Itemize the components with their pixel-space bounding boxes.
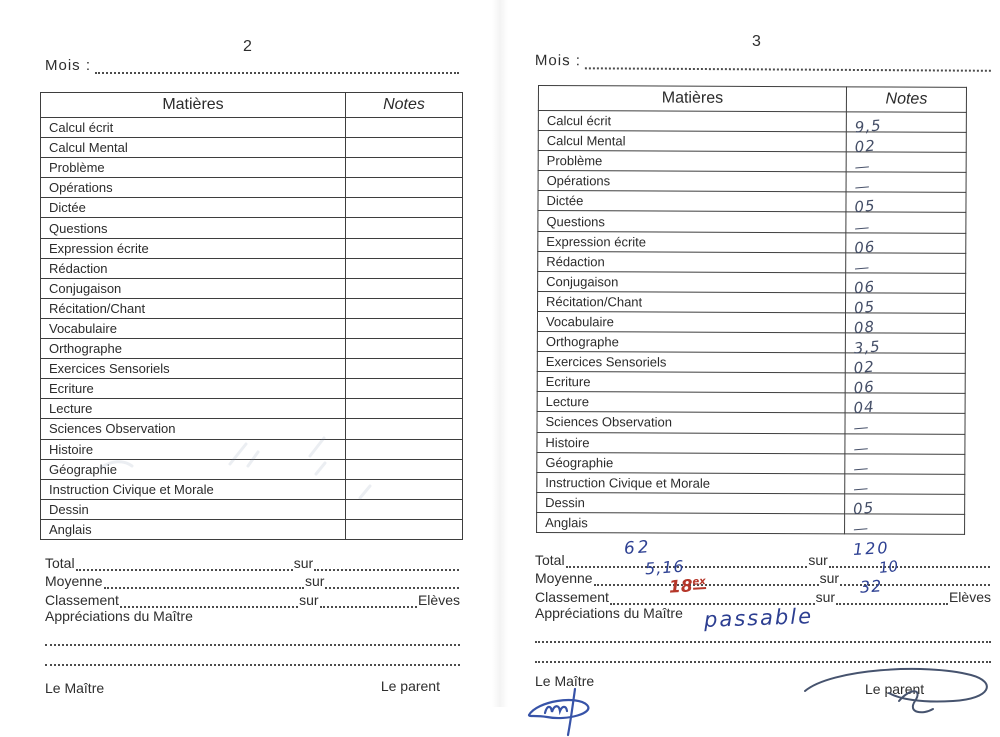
handwritten-note: —	[853, 177, 872, 197]
subject-label: Ecriture	[537, 372, 845, 393]
classement-rank: 18	[668, 575, 694, 598]
dotted-line	[45, 628, 460, 646]
sur-label: sur	[299, 591, 319, 608]
dotted-line	[45, 648, 460, 666]
total-line	[535, 536, 991, 568]
summary-block	[45, 552, 460, 718]
dotted-leader	[314, 557, 459, 571]
dotted-leader	[836, 575, 948, 605]
dotted-leader	[120, 594, 298, 608]
total-line	[45, 552, 460, 571]
parent-signature	[803, 659, 1000, 721]
report-page-2	[0, 0, 497, 707]
handwritten-note: —	[853, 257, 871, 277]
table-row	[41, 399, 463, 419]
table-row	[41, 318, 463, 338]
classement-suffix: ex	[692, 575, 707, 588]
subject-label: Anglais	[537, 512, 845, 533]
table-row	[41, 218, 463, 238]
note-cell	[346, 339, 463, 359]
note-cell	[346, 218, 463, 238]
classement-line	[45, 589, 460, 608]
note-cell	[346, 359, 463, 379]
note-cell	[346, 298, 463, 318]
report-page-3	[500, 0, 1000, 707]
subject-label: Récitation/Chant	[41, 298, 346, 318]
subject-label: Récitation/Chant	[538, 291, 846, 312]
parent-signature-label: Le parent	[380, 678, 440, 694]
table-row	[538, 231, 966, 253]
subject-label: Histoire	[537, 432, 845, 453]
total-label: Total	[45, 554, 75, 571]
handwritten-note: 05	[853, 197, 877, 217]
appreciations-label: Appréciations du Maître	[535, 604, 683, 621]
subject-label: Exercices Sensoriels	[537, 352, 845, 373]
subject-label: Géographie	[537, 452, 845, 473]
moyenne-line	[45, 571, 460, 590]
table-row	[41, 158, 463, 178]
page-number: 2	[243, 38, 252, 55]
note-cell	[346, 318, 463, 338]
table-header-row	[538, 86, 966, 113]
dotted-leader	[610, 575, 815, 605]
note-cell	[346, 178, 463, 198]
subject-label: Opérations	[538, 171, 846, 192]
subject-label: Instruction Civique et Morale	[41, 479, 346, 499]
note-cell	[346, 258, 463, 278]
table-row	[537, 311, 965, 333]
handwritten-moyenne: 5,16	[644, 556, 686, 579]
table-row	[41, 298, 463, 318]
handwritten-note: —	[852, 458, 871, 478]
bleedthrough-artifact	[60, 428, 420, 523]
handwritten-note: 06	[853, 237, 877, 257]
teacher-signature	[523, 685, 618, 737]
handwritten-note: 06	[853, 277, 876, 298]
subject-label: Histoire	[41, 439, 346, 459]
handwritten-note: —	[852, 478, 870, 498]
handwritten-note: —	[852, 438, 871, 458]
grades-table	[536, 85, 967, 538]
moyenne-label: Moyenne	[45, 573, 103, 589]
subject-label: Opérations	[41, 178, 346, 198]
appreciations-line	[45, 608, 460, 627]
table-row	[538, 291, 966, 313]
signature-row	[45, 672, 460, 718]
subject-label: Lecture	[537, 392, 845, 413]
handwritten-total-sur: 120	[852, 537, 890, 559]
sur-label: sur	[304, 573, 325, 589]
handwritten-note: —	[853, 157, 872, 177]
handwritten-total: 62	[622, 536, 652, 559]
sur-label: sur	[815, 588, 836, 605]
table-row	[538, 251, 966, 273]
subject-label: Anglais	[41, 519, 346, 539]
handwritten-note: —	[852, 418, 871, 438]
table-row	[41, 118, 463, 138]
handwritten-note: 3,5	[853, 337, 882, 358]
dotted-leader	[566, 536, 808, 568]
classement-label: Classement	[535, 588, 609, 605]
table-row	[538, 271, 966, 293]
subjects-column-header: Matières	[538, 86, 846, 112]
total-label: Total	[535, 551, 565, 568]
subjects-column-header: Matières	[41, 93, 346, 118]
table-row	[41, 238, 463, 258]
note-cell	[346, 158, 463, 178]
subject-label: Questions	[538, 211, 846, 232]
table-row	[537, 492, 965, 514]
dotted-leader	[76, 557, 293, 571]
handwritten-appreciation: passable	[703, 604, 814, 632]
handwritten-note: 05	[852, 498, 875, 519]
subject-label: Calcul écrit	[41, 118, 346, 138]
handwritten-moyenne-sur: 10	[878, 557, 899, 577]
note-cell	[346, 138, 463, 158]
subject-label: Conjugaison	[41, 278, 346, 298]
subject-label: Conjugaison	[538, 271, 846, 292]
notes-column-header: Notes	[346, 93, 463, 118]
handwritten-note: 04	[852, 397, 876, 418]
subject-label: Ecriture	[41, 379, 346, 399]
table-row	[537, 512, 965, 534]
table-row	[538, 191, 966, 213]
teacher-signature-label: Le Maître	[45, 680, 105, 696]
dotted-leader	[320, 594, 417, 608]
month-label: Mois :	[45, 57, 92, 74]
table-row	[41, 198, 463, 218]
notes-column-header: Notes	[846, 87, 966, 113]
moyenne-label: Moyenne	[535, 570, 593, 586]
table-row	[41, 379, 463, 399]
table-row	[41, 258, 463, 278]
subject-label: Exercices Sensoriels	[41, 359, 346, 379]
page-number: 3	[752, 33, 761, 50]
subject-label: Expression écrite	[538, 231, 846, 252]
teacher-signature-label: Le Maître	[535, 673, 595, 689]
subject-label: Sciences Observation	[537, 412, 845, 433]
summary-block	[535, 536, 991, 715]
subject-label: Problème	[41, 158, 346, 178]
parent-signature-label: Le parent	[865, 681, 925, 697]
month-label: Mois :	[534, 52, 582, 70]
table-row	[538, 171, 966, 193]
table-row	[41, 339, 463, 359]
handwritten-note: —	[852, 518, 870, 538]
appreciations-label: Appréciations du Maître	[45, 607, 193, 624]
handwritten-note: 02	[853, 136, 877, 157]
note-cell	[346, 198, 463, 218]
subject-label: Problème	[538, 151, 846, 172]
table-row	[41, 278, 463, 298]
table-row	[537, 452, 965, 474]
subject-label: Lecture	[41, 399, 346, 419]
sur-label: sur	[808, 551, 828, 568]
handwritten-classement-sur: 32	[858, 575, 883, 597]
eleves-label: Elèves	[417, 591, 460, 608]
table-row	[538, 151, 966, 173]
table-row	[537, 392, 965, 414]
table-row	[537, 352, 965, 374]
handwritten-note: 05	[853, 297, 876, 318]
handwritten-note: —	[853, 217, 872, 237]
handwritten-note: 02	[853, 357, 876, 378]
subject-label: Calcul écrit	[538, 111, 846, 132]
sur-label: sur	[293, 554, 314, 571]
note-cell	[346, 379, 463, 399]
table-row	[538, 211, 966, 233]
subject-label: Calcul Mental	[538, 131, 846, 152]
subject-label: Dictée	[41, 198, 346, 218]
subject-label: Rédaction	[41, 258, 346, 278]
handwritten-classement	[669, 577, 707, 597]
dotted-leader	[95, 60, 459, 74]
eleves-label: Elèves	[948, 588, 991, 605]
subject-label: Dictée	[538, 191, 846, 212]
subject-label: Sciences Observation	[41, 419, 346, 439]
dotted-leader	[829, 537, 990, 568]
subject-label: Orthographe	[537, 332, 845, 353]
table-row	[537, 412, 965, 434]
note-cell	[346, 238, 463, 258]
subject-label: Orthographe	[41, 339, 346, 359]
table-row	[537, 472, 965, 494]
table-header-row	[41, 93, 463, 118]
subject-label: Vocabulaire	[537, 311, 845, 332]
subject-label: Rédaction	[538, 251, 846, 272]
dotted-leader	[585, 55, 991, 71]
note-cell	[846, 112, 966, 137]
note-cell	[346, 399, 463, 419]
subject-label: Géographie	[41, 459, 346, 479]
dotted-leader	[104, 575, 304, 589]
month-line	[45, 57, 459, 74]
table-row	[537, 432, 965, 454]
handwritten-note: 08	[853, 317, 876, 338]
subject-label: Dessin	[537, 492, 845, 513]
classement-label: Classement	[45, 591, 119, 608]
table-row	[537, 332, 965, 354]
table-row	[538, 131, 966, 153]
table-row	[538, 111, 966, 133]
note-cell	[346, 118, 463, 138]
month-line	[535, 52, 991, 72]
subject-label: Instruction Civique et Morale	[537, 472, 845, 493]
table-row	[41, 138, 463, 158]
subject-label: Questions	[41, 218, 346, 238]
handwritten-note: 06	[852, 377, 876, 398]
sur-label: sur	[819, 570, 840, 586]
table-row	[41, 359, 463, 379]
dotted-leader	[594, 556, 819, 586]
table-row	[537, 372, 965, 394]
subject-label: Expression écrite	[41, 238, 346, 258]
note-cell	[346, 278, 463, 298]
subject-label: Dessin	[41, 499, 346, 519]
subject-label: Vocabulaire	[41, 318, 346, 338]
handwritten-note: 9,5	[854, 116, 883, 137]
dotted-leader	[325, 575, 459, 589]
note-cell	[845, 433, 965, 458]
table-row	[41, 178, 463, 198]
subject-label: Calcul Mental	[41, 138, 346, 158]
signature-row	[535, 669, 991, 715]
